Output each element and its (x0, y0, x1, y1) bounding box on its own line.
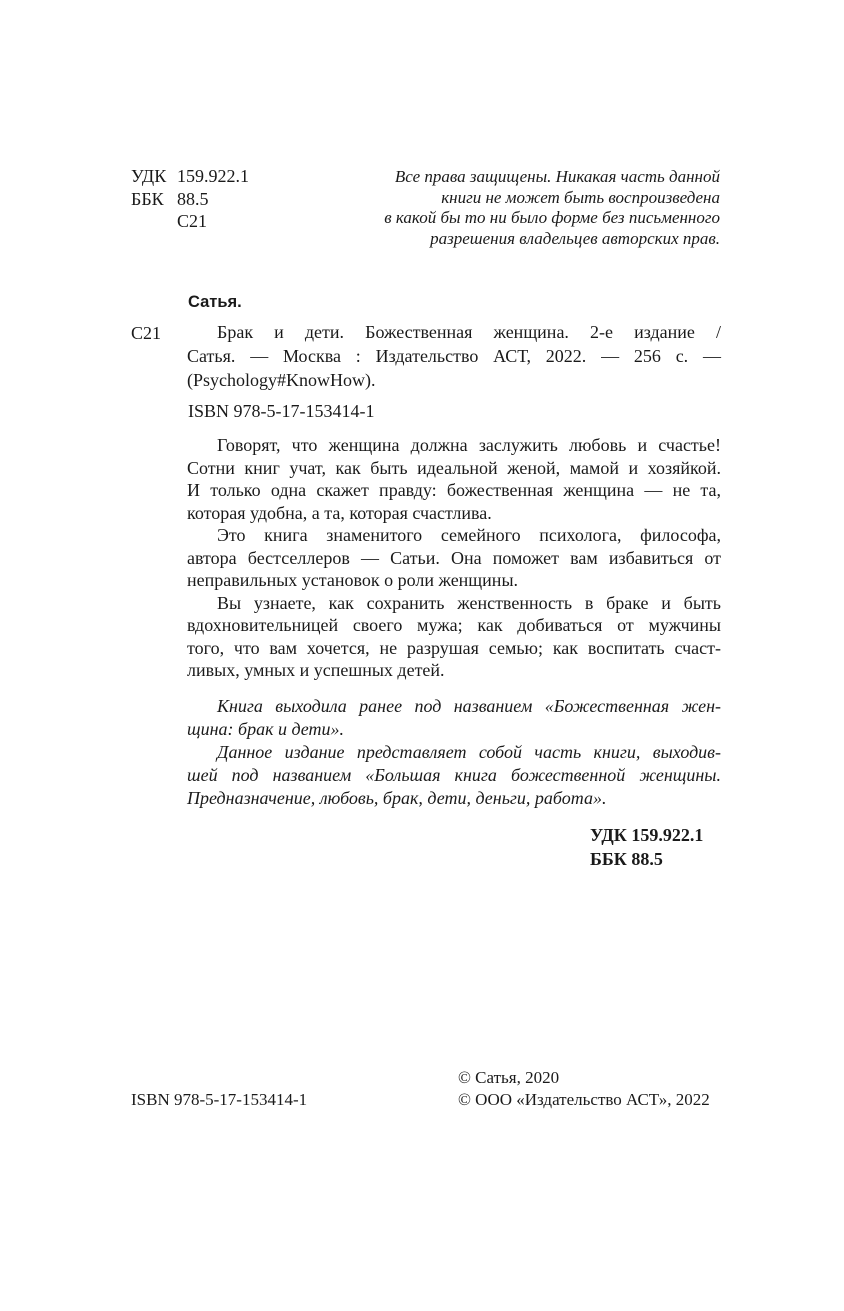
rights-notice-line: в какой бы то ни было форме без письменного (384, 208, 720, 227)
bbk-label: ББК (131, 189, 164, 209)
footer-isbn: ISBN 978-5-17-153414-1 (131, 1090, 308, 1109)
annotation-line: Вы узнаете, как сохранить женственность в браке и быть (217, 592, 721, 613)
author-mark: С21 (177, 211, 208, 231)
annotation-line: вдохновительницей своего мужа; как добиваться от мужчины (187, 615, 721, 635)
annotation-line: Сотни книг учат, как быть идеальной женой, мамой и хозяйкой. (187, 457, 721, 478)
edition-notes (187, 695, 721, 810)
bibliographic-line: Сатья. — Москва : Издательство АСТ, 2022. — 256 с. — (187, 346, 721, 366)
edition-note-line: шей под названием «Большая книга божественной женщины. (187, 765, 721, 785)
edition-note-line: щина: брак и дети». (187, 719, 345, 739)
bibliographic-record (187, 320, 721, 392)
edition-note-line: Книга выходила ранее под названием «Божественная жен- (217, 696, 721, 716)
rights-notice (322, 167, 720, 249)
bbk-value: 88.5 (177, 189, 209, 209)
udk-code-bold: УДК 159.922.1 (590, 825, 704, 845)
bibliographic-line: (Psychology#KnowHow). (187, 370, 376, 390)
copyright-publisher: © ООО «Издательство АСТ», 2022 (458, 1090, 710, 1109)
rights-notice-line: разрешения владельцев авторских прав. (430, 228, 720, 248)
author-heading: Сатья. (188, 293, 242, 311)
edition-note-line: Предназначение, любовь, брак, дети, деньги, работа». (187, 788, 607, 808)
annotation-line: неправильных установок о роли женщины. (187, 570, 519, 590)
rights-notice-line: книги не может быть воспроизведена (441, 187, 720, 207)
annotation-line: Это книга знаменитого семейного психолога, философа, (217, 525, 721, 545)
annotation-line: ливых, умных и успешных детей. (187, 660, 445, 680)
bibliographic-mark: С21 (131, 323, 162, 343)
bibliographic-line: Брак и дети. Божественная женщина. 2-е издание / (217, 322, 721, 342)
isbn-record: ISBN 978-5-17-153414-1 (188, 401, 375, 421)
copyright-author: © Сатья, 2020 (458, 1068, 560, 1087)
annotation-line: того, что вам хочется, не разрушая семью; как воспитать счаст- (187, 637, 721, 658)
rights-notice-line: Все права защищены. Никакая часть данной (394, 167, 720, 186)
annotation-line: Говорят, что женщина должна заслужить любовь и счастье! (217, 435, 721, 455)
udk-label: УДК (131, 166, 167, 186)
annotation-line: которая удобна, а та, которая счастлива. (187, 502, 492, 523)
annotation (187, 434, 721, 682)
annotation-line: автора бестселлеров — Сатьи. Она поможет вам избавиться от (187, 547, 721, 568)
bbk-code-bold: ББК 88.5 (590, 849, 663, 869)
edition-note-line: Данное издание представляет собой часть книги, выходив- (217, 742, 721, 762)
udk-value: 159.922.1 (177, 166, 249, 186)
classification-codes-footer (590, 823, 703, 871)
annotation-line: И только одна скажет правду: божественная женщина — не та, (187, 480, 721, 500)
